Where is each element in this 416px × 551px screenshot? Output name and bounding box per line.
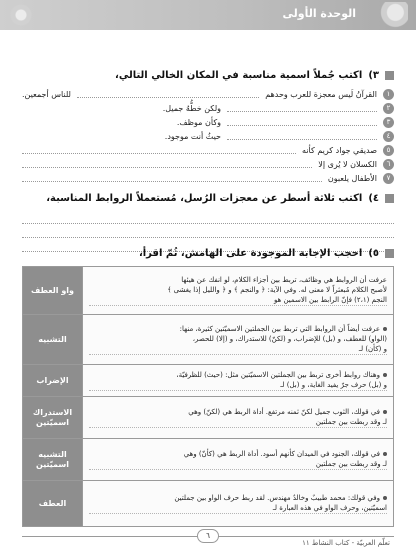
answer-margin-cell: العطف: [23, 481, 83, 527]
item-number-badge: ٧: [383, 173, 394, 184]
table-row: [23, 267, 394, 315]
answer-blank[interactable]: [22, 160, 312, 168]
section-3-item-6[interactable]: [22, 157, 394, 171]
cell-line: [89, 370, 387, 380]
table-row: [23, 397, 394, 439]
cell-line: عرفت أن الروابط هي وظائف، تربط بين أجزاء الكلام، لو انفك عن هيئها: [181, 275, 387, 284]
section-3-item-7[interactable]: [22, 171, 394, 185]
section-5: [22, 248, 394, 259]
section-5-heading: [22, 248, 394, 259]
section-4-heading: [22, 193, 394, 204]
cell-text: في قولك، الثوب جميل لكنّ ثمنه مرتفع. أداة الربط هي (لكنّ) وهي: [188, 407, 380, 416]
question-cell: [83, 481, 394, 527]
item-text: حيثُ أنت موجود.: [164, 131, 221, 141]
answer-blank[interactable]: [227, 118, 377, 126]
section-3-item-3[interactable]: [22, 115, 394, 129]
cell-line[interactable]: و (بل) حرف جرّ يفيد الغاية، و (بل) لـ: [89, 380, 387, 391]
answer-margin-cell: التشبيه اسميّتين: [23, 439, 83, 481]
cell-line: [89, 324, 387, 334]
item-tail: للناس أجمعين.: [22, 89, 71, 99]
cell-line[interactable]: لـ وقد ربطت بين جملتين: [89, 417, 387, 428]
item-number-badge: ٢: [383, 103, 394, 114]
bullet-icon: [383, 373, 387, 377]
ornament-icon: [366, 2, 408, 28]
item-number-badge: ٤: [383, 131, 394, 142]
answer-table-grid: [22, 266, 394, 527]
table-row: [23, 315, 394, 365]
answer-blank[interactable]: [22, 146, 296, 154]
section-5-title: احجب الإجابة الموجودة على الهامش، ثُمّ اقرأ،: [138, 248, 363, 259]
question-cell: [83, 439, 394, 481]
bullet-icon: [383, 452, 387, 456]
section-marker-icon: [385, 194, 394, 203]
section-3: [22, 70, 394, 185]
answer-blank[interactable]: [227, 132, 377, 140]
section-4-title: اكتب ثلاثة أسطر عن معجزات الرُسل، مُستعملاً الروابط المناسبة،: [46, 193, 363, 204]
answer-margin-cell: التشبيه: [23, 315, 83, 365]
ornament-left-icon: [6, 4, 36, 26]
item-text: وكأن موظف.: [176, 117, 221, 127]
item-number-badge: ٣: [383, 117, 394, 128]
question-cell: [83, 365, 394, 397]
cell-line[interactable]: اسميّتين، وحرف الواو في هذه العبارة لـ: [89, 503, 387, 514]
book-title: تعلّم العربيّة - كتاب النشاط ١١: [302, 539, 390, 547]
item-text: القرآنُ لَيس معجزة للعرب وحدهم: [265, 89, 377, 99]
cell-text: عرفت أيضاً أن الروابط التي تربط بين الجملتين الاسميّتين كثيرة، منها:: [179, 324, 380, 333]
section-3-title: اكتب جُملاً اسمية مناسبة في المكان الخالي التالي،: [115, 70, 363, 81]
table-row: [23, 481, 394, 527]
cell-text: وفي قولك: محمد طبيبٌ وخالدٌ مهندس. لقد ربط حرف الواو بين جملتين: [174, 493, 380, 502]
cell-text: في قولك، الجنود في الميدان كأنهم أسود. أداة الربط هي (كأنّ) وهي: [183, 449, 380, 458]
section-3-item-2[interactable]: [22, 101, 394, 115]
item-text: ولكن خطُّهُ جميل.: [162, 103, 221, 113]
section-3-item-1[interactable]: [22, 87, 394, 101]
cell-line[interactable]: و (كأن) لـ: [89, 344, 387, 355]
writing-line-2[interactable]: [22, 226, 394, 238]
answer-margin-cell: الاستدراك اسميّتين: [23, 397, 83, 439]
cell-line: [89, 449, 387, 459]
answer-blank[interactable]: [22, 174, 322, 182]
section-4-number: ٤): [368, 193, 379, 204]
bullet-icon: [383, 327, 387, 331]
section-3-item-4[interactable]: [22, 129, 394, 143]
section-3-number: ٣): [368, 70, 379, 81]
header-band: [0, 0, 416, 30]
item-text: صديقي جواد كريم كأنه: [302, 145, 377, 155]
answer-blank[interactable]: [227, 104, 377, 112]
section-5-number: ٥): [368, 248, 379, 259]
item-number-badge: ١: [383, 89, 394, 100]
item-number-badge: ٥: [383, 145, 394, 156]
item-text: الأطفال يلعبون: [327, 173, 377, 183]
section-4: [22, 193, 394, 252]
answer-blank[interactable]: [77, 90, 259, 98]
unit-title: الوحدة الأولى: [282, 7, 356, 20]
answer-table: [22, 266, 394, 528]
cell-line: [89, 407, 387, 417]
question-cell: [83, 315, 394, 365]
item-text: الكسلان لا يُرى إلا: [318, 159, 377, 169]
page-number: ٦: [197, 529, 219, 543]
bullet-icon: [383, 410, 387, 414]
question-cell: [83, 397, 394, 439]
table-row: [23, 439, 394, 481]
section-3-heading: [22, 70, 394, 81]
writing-line-1[interactable]: [22, 212, 394, 224]
cell-line: لأصبح الكلام مُبعثراً لا معنى له. وفي الآية: ﴿ والنجم ﴾ و ﴿ والليل إذا يغشى ﴾: [167, 285, 387, 294]
answer-margin-cell: الإضراب: [23, 365, 83, 397]
cell-line: [89, 493, 387, 503]
section-marker-icon: [385, 71, 394, 80]
cell-line[interactable]: لـ وقد ربطت بين جملتين: [89, 459, 387, 470]
question-cell: [83, 267, 394, 315]
table-row: [23, 365, 394, 397]
cell-line[interactable]: النجم (٢،١) فإنّ الرابط بين الاسمين هو: [89, 295, 387, 306]
section-3-item-5[interactable]: [22, 143, 394, 157]
item-number-badge: ٦: [383, 159, 394, 170]
section-3-items: [22, 87, 394, 185]
section-marker-icon: [385, 249, 394, 258]
cell-text: وهناك روابط أخرى تربط بين الجملتين الاسميّتين مثل: (حيث) للظرفيّة،: [176, 370, 380, 379]
answer-margin-cell: واو العطف: [23, 267, 83, 315]
bullet-icon: [383, 496, 387, 500]
cell-line: (الواو) للعطف، و (بل) للإضراب، و (لكنّ) للاستدراك، و (إلا) للحصر،: [192, 334, 387, 343]
